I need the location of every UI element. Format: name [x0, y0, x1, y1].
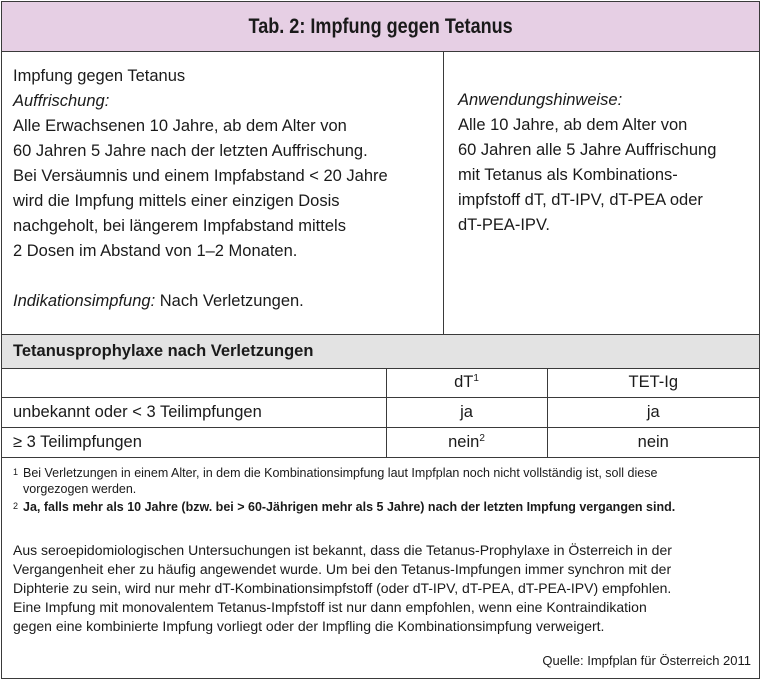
paragraph-line-1: Aus seroepidomiologischen Untersuchungen ist bekannt, dass die Tetanus-Prophylaxe in Österreich in der	[13, 542, 672, 558]
row-dt-value: ja	[386, 398, 547, 428]
row-tetig-value: ja	[547, 398, 759, 428]
notes-line-4: impfstoff dT, dT-IPV, dT-PEA oder	[458, 191, 703, 209]
footnote-ref-2: 2	[479, 433, 485, 444]
explanatory-paragraph	[13, 541, 758, 636]
paragraph-line-3: Diphterie zu sein, wird nur mehr dT-Kombinationsimpfstoff (oder dT-IPV, dT-PEA, dT-PEA-IPV) empfohlen.	[13, 580, 672, 596]
paragraph-line-5: gegen eine kombinierte Impfung vorliegt oder der Impfling die Kombinationsimpfung verweigert.	[13, 618, 605, 634]
notes-line-5: dT-PEA-IPV.	[458, 216, 551, 234]
paragraph-line-2: Vergangenheit eher zu häufig angewendet wurde. Um bei den Tetanus-Impfungen immer synchron mit der	[13, 561, 672, 577]
vaccination-info	[13, 64, 433, 314]
table-title: Tab. 2: Impfung gegen Tetanus	[248, 14, 513, 38]
booster-line-5: nachgeholt, bei längerem Impfabstand mittels	[13, 217, 346, 235]
footnote-1-text-line-1: Bei Verletzungen in einem Alter, in dem die Kombinationsimpfung laut Impfplan noch nicht vollständig ist, soll diese	[23, 466, 658, 480]
table-frame	[1, 1, 760, 679]
booster-label: Auffrischung:	[13, 92, 110, 110]
table-row	[2, 398, 759, 428]
table-header-row	[2, 368, 759, 398]
title-bar	[2, 2, 759, 52]
footnote-2-number: 2	[13, 501, 19, 511]
booster-line-6: 2 Dosen im Abstand von 1–2 Monaten.	[13, 242, 298, 260]
row-dt-value: nein$^2$	[386, 428, 547, 458]
row-label: unbekannt oder < 3 Teilimpfungen	[2, 398, 386, 428]
booster-line-2: 60 Jahren 5 Jahre nach der letzten Auffrischung.	[13, 142, 368, 160]
booster-line-4: wird die Impfung mittels einer einzigen Dosis	[13, 192, 340, 210]
footnote-2	[13, 498, 753, 515]
header-cell-dt: $dT^1$	[386, 368, 547, 398]
footnote-ref-1: 1	[473, 373, 479, 384]
source-note: Quelle: Impfplan für Österreich 2011	[542, 653, 751, 668]
notes-line-3: mit Tetanus als Kombinations-	[458, 166, 678, 184]
footnote-2-text: Ja, falls mehr als 10 Jahre (bzw. bei > 60-Jährigen mehr als 5 Jahre) nach der letzten Impfung vergangen sind.	[23, 500, 676, 514]
footnote-1-text-line-2: vorgezogen werden.	[23, 482, 137, 496]
vaccination-heading: Impfung gegen Tetanus	[13, 67, 186, 85]
column-divider	[443, 51, 444, 334]
footnote-1	[13, 464, 753, 497]
paragraph-line-4: Eine Impfung mit monovalentem Tetanus-Impfstoff ist nur dann empfohlen, wenn eine Kontraindikation	[13, 599, 647, 615]
table-row	[2, 428, 759, 458]
indication-text: Nach Verletzungen.	[155, 292, 304, 310]
section-title: Tetanusprophylaxe nach Verletzungen	[13, 342, 314, 360]
notes-line-2: 60 Jahren alle 5 Jahre Auffrischung	[458, 141, 717, 159]
header-cell-tetig: TET-Ig	[547, 368, 759, 398]
indication-label: Indikationsimpfung:	[13, 292, 156, 310]
booster-line-1: Alle Erwachsenen 10 Jahre, ab dem Alter von	[13, 117, 347, 135]
section-bar	[2, 335, 759, 369]
indication-line	[13, 289, 433, 314]
notes-heading: Anwendungshinweise:	[458, 91, 623, 109]
application-notes	[458, 88, 753, 238]
row-label: ≥ 3 Teilimpfungen	[2, 428, 386, 458]
booster-line-3: Bei Versäumnis und einem Impfabstand < 20 Jahre	[13, 167, 388, 185]
footnote-1-number: 1	[13, 467, 19, 477]
notes-line-1: Alle 10 Jahre, ab dem Alter von	[458, 116, 688, 134]
prophylaxis-table	[2, 368, 759, 458]
row-tetig-value: nein	[547, 428, 759, 458]
header-cell-empty	[2, 368, 386, 398]
